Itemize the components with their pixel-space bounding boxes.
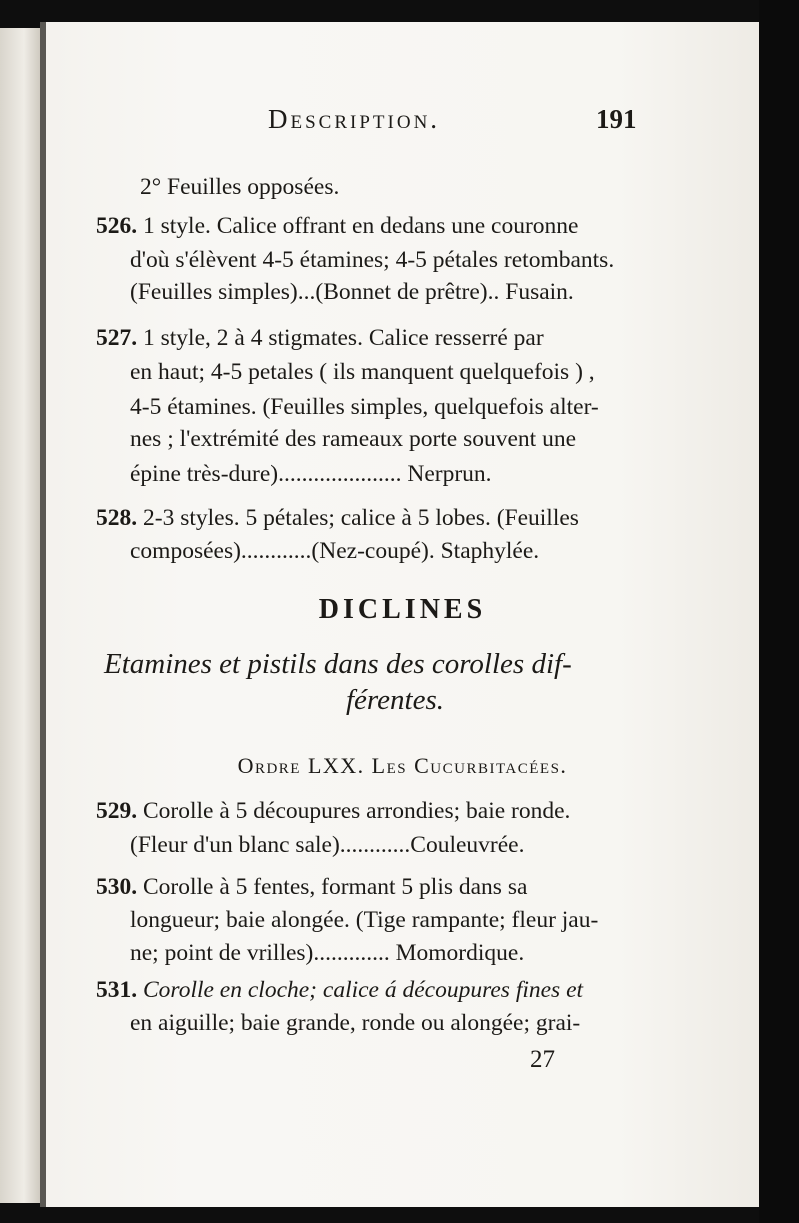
entry-text: 1 style, 2 à 4 stigmates. Calice resserré par bbox=[143, 325, 544, 351]
entry-528-line-1 bbox=[96, 505, 579, 532]
left-page-edge bbox=[0, 28, 40, 1203]
page-header bbox=[46, 104, 759, 144]
section-heading: DICLINES bbox=[318, 594, 487, 625]
entry-number: 527. bbox=[96, 325, 138, 351]
entry-526-line-2: d'où s'élèvent 4-5 étamines; 4-5 pétales retombants. bbox=[130, 247, 615, 273]
order-heading: Ordre LXX. Les Cucurbitacées. bbox=[237, 753, 568, 778]
entry-text: 1 style. Calice offrant en dedans une couronne bbox=[143, 213, 579, 239]
entry-number: 528. bbox=[96, 505, 138, 531]
signature-mark: 27 bbox=[530, 1046, 555, 1073]
entry-531-line-1 bbox=[96, 977, 583, 1004]
section-subtitle-line-2: férentes. bbox=[346, 684, 444, 716]
entry-529-line-1 bbox=[96, 798, 570, 825]
entry-text: Corolle à 5 fentes, formant 5 plis dans sa bbox=[143, 874, 528, 900]
entry-number: 529. bbox=[96, 798, 138, 824]
entry-529-line-2: (Fleur d'un blanc sale)............Couleuvrée. bbox=[130, 832, 525, 858]
entry-527-line-1 bbox=[96, 325, 544, 352]
entry-527-line-3: 4-5 étamines. (Feuilles simples, quelquefois alter- bbox=[130, 394, 599, 420]
entry-530-line-2: longueur; baie alongée. (Tige rampante; fleur jau- bbox=[130, 907, 599, 933]
running-title: Description. bbox=[268, 104, 441, 134]
entry-text: Corolle à 5 découpures arrondies; baie ronde. bbox=[143, 798, 571, 824]
entry-530-line-3: ne; point de vrilles)............. Momordique. bbox=[130, 940, 525, 966]
entry-527-line-5: épine très-dure)..................... Nerprun. bbox=[130, 461, 492, 487]
entry-530-line-1 bbox=[96, 874, 527, 901]
entry-527-line-4: nes ; l'extrémité des rameaux porte souvent une bbox=[130, 426, 577, 452]
page-number: 191 bbox=[596, 104, 637, 134]
section-subtitle-line-1: Etamines et pistils dans des corolles dif- bbox=[104, 648, 572, 680]
intro-line: 2° Feuilles opposées. bbox=[140, 174, 340, 200]
entry-text: Corolle en cloche; calice á découpures fines et bbox=[143, 977, 584, 1003]
entry-526-line-3: (Feuilles simples)...(Bonnet de prêtre).. Fusain. bbox=[130, 279, 574, 305]
entry-text: 2-3 styles. 5 pétales; calice à 5 lobes. (Feuilles bbox=[143, 505, 579, 531]
entry-number: 526. bbox=[96, 213, 138, 239]
entry-531-line-2: en aiguille; baie grande, ronde ou alongée; grai- bbox=[130, 1010, 581, 1036]
entry-528-line-2: composées)............(Nez-coupé). Staphylée. bbox=[130, 538, 540, 564]
entry-number: 530. bbox=[96, 874, 138, 900]
background-margin bbox=[759, 0, 799, 1223]
entry-number: 531. bbox=[96, 977, 138, 1003]
book-page bbox=[46, 22, 759, 1207]
entry-527-line-2: en haut; 4-5 petales ( ils manquent quelquefois ) , bbox=[130, 359, 595, 385]
entry-526-line-1 bbox=[96, 213, 578, 240]
